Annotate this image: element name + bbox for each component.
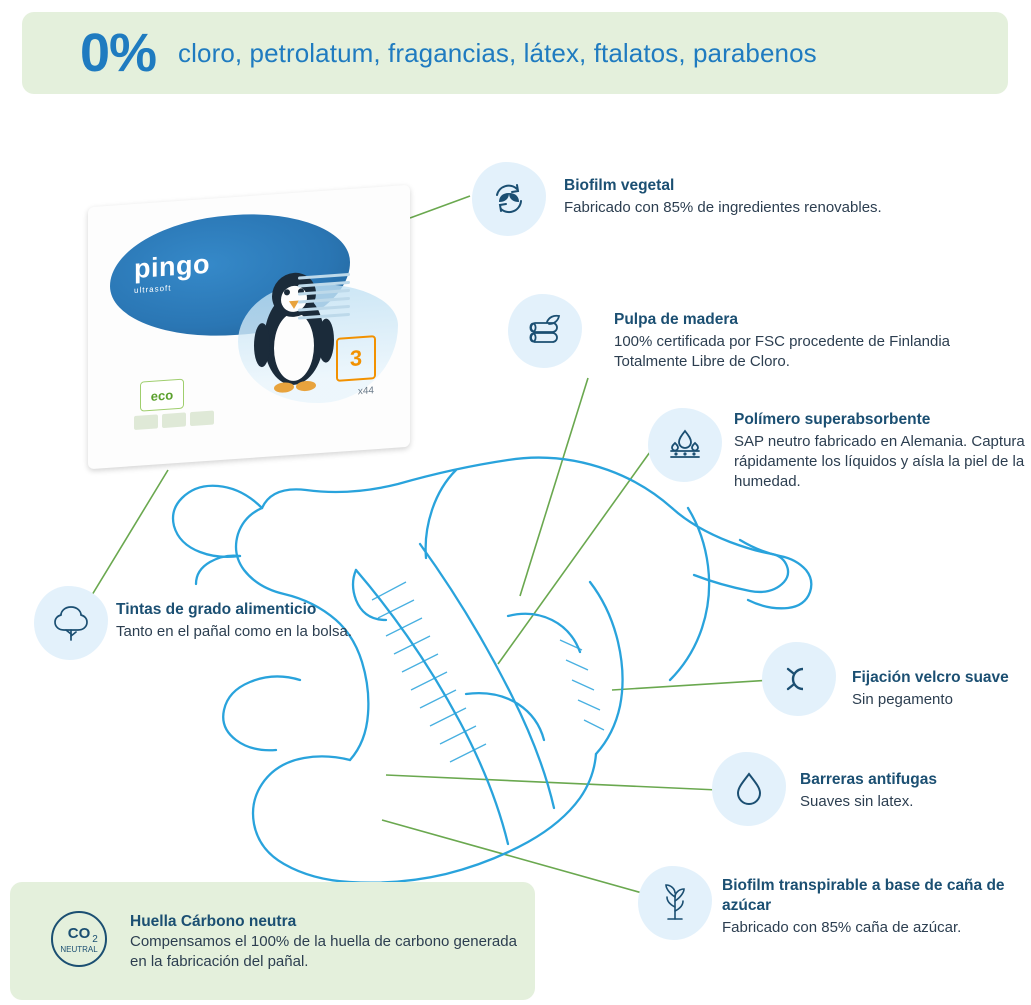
callout-desc: Fabricado con 85% caña de azúcar.	[722, 919, 962, 937]
package-eco-badge: eco	[140, 379, 184, 412]
carbon-title: Huella Cárbono neutra	[130, 913, 297, 930]
callout-title: Biofilm vegetal	[564, 177, 675, 194]
callout-desc: Tanto en el pañal como en la bolsa.	[116, 623, 352, 641]
carbon-neutral-text	[130, 912, 530, 973]
product-package-image	[88, 196, 410, 458]
callout-title: Barreras antifugas	[800, 771, 937, 788]
callout-desc: Sin pegamento	[852, 691, 953, 709]
sugarcane-icon	[638, 866, 712, 940]
package-body	[88, 185, 410, 470]
package-size-number: 3	[336, 335, 376, 382]
co2-subscript: 2	[92, 934, 98, 945]
wood-logs-icon	[508, 294, 582, 368]
callout-title: Biofilm transpirable a base de caña de azúcar	[722, 877, 1005, 915]
package-brand	[134, 249, 210, 295]
zero-percent-banner	[22, 12, 1008, 94]
package-brand-sub: ultrasoft	[134, 283, 172, 296]
callout-barreras-antifugas	[800, 770, 1030, 812]
callout-title: Fijación velcro suave	[852, 669, 1009, 686]
carbon-neutral-box	[10, 882, 535, 1000]
package-certification-badges	[134, 410, 214, 430]
velcro-hook-icon	[762, 642, 836, 716]
callout-desc: Suaves sin latex.	[800, 793, 914, 811]
co2-neutral-label: NEUTRAL	[60, 945, 98, 954]
package-brand-text: pingo	[134, 248, 210, 285]
callout-pulpa-de-madera	[614, 310, 954, 372]
callout-fijacion-velcro	[852, 668, 1031, 710]
package-count: x44	[357, 385, 374, 398]
leaf-recycle-icon	[472, 162, 546, 236]
callout-biofilm-transpirable	[722, 876, 1022, 938]
callout-title: Pulpa de madera	[614, 311, 739, 328]
tree-icon	[34, 586, 108, 660]
carbon-desc: Compensamos el 100% de la huella de carbono generada en la fabricación del pañal.	[130, 933, 517, 971]
callout-biofilm-vegetal	[564, 176, 964, 218]
callout-tintas-grado-alimenticio	[116, 600, 376, 642]
callout-polimero-superabsorbente	[734, 410, 1030, 492]
package-feature-lines	[298, 273, 350, 325]
co2-neutral-icon	[46, 906, 112, 972]
callout-desc: 100% certificada por FSC procedente de Finlandia Totalmente Libre de Cloro.	[614, 333, 951, 370]
banner-percent: 0%	[80, 23, 157, 83]
callout-title: Polímero superabsorbente	[734, 411, 931, 428]
co2-label: CO	[67, 925, 91, 942]
absorbent-drops-icon	[648, 408, 722, 482]
callout-desc: Fabricado con 85% de ingredientes renovables.	[564, 199, 882, 217]
water-drop-icon	[712, 752, 786, 826]
callout-desc: SAP neutro fabricado en Alemania. Captura rápidamente los líquidos y aísla la piel de la humedad.	[734, 433, 1025, 490]
callout-title: Tintas de grado alimenticio	[116, 601, 317, 618]
banner-text: cloro, petrolatum, fragancias, látex, ftalatos, parabenos	[178, 37, 817, 68]
